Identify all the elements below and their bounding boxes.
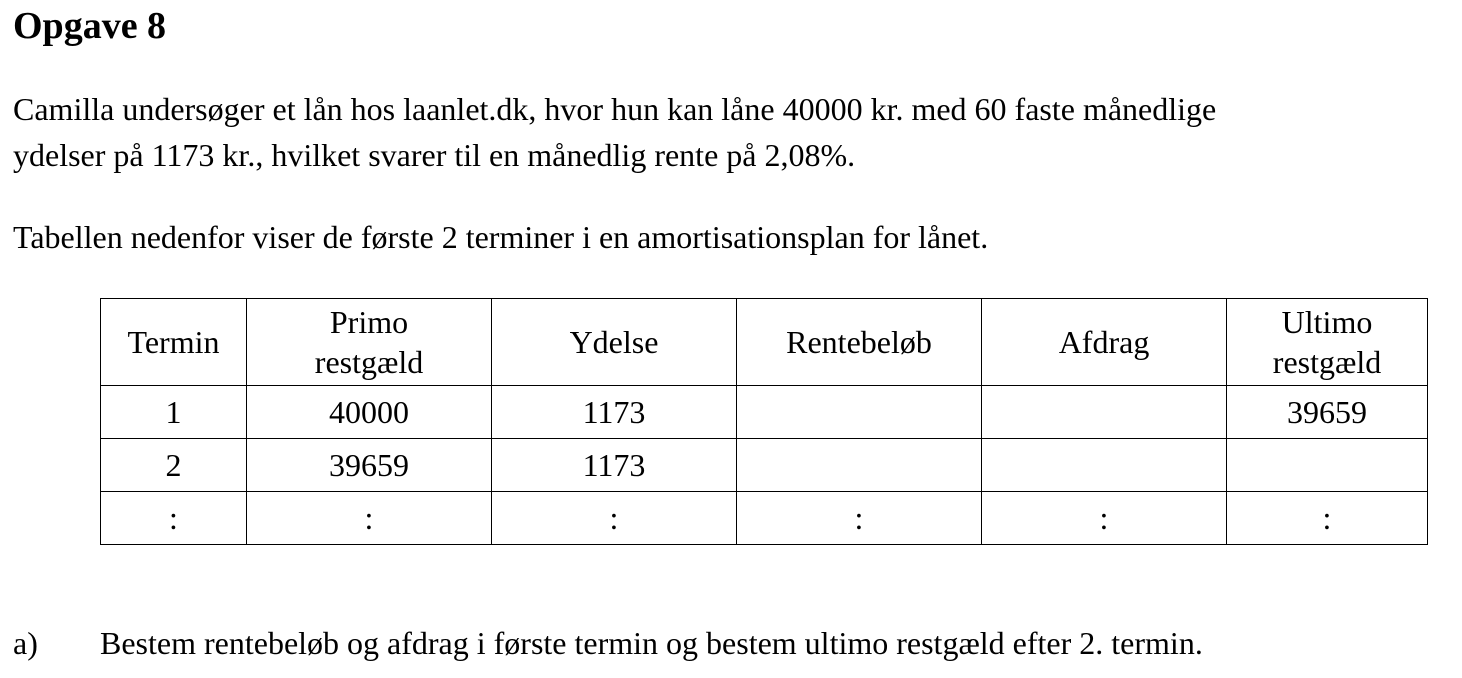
header-ultimo-line-1: Ultimo [1281,304,1373,340]
header-primo-line-2: restgæld [314,344,424,380]
cell-primo: 40000 [247,386,492,439]
table-row [101,439,1428,492]
table-row [101,386,1428,439]
cell-ydelse: 1173 [492,439,737,492]
cell-ydelse: : [492,492,737,545]
cell-ultimo [1227,439,1428,492]
task-title: Opgave 8 [13,5,167,47]
header-afdrag: Afdrag [982,299,1227,386]
cell-primo: : [247,492,492,545]
cell-ultimo: : [1227,492,1428,545]
cell-afdrag: : [982,492,1227,545]
cell-rentebelob [737,439,982,492]
question-label: a) [13,625,38,661]
cell-rentebelob: : [737,492,982,545]
table-intro-paragraph: Tabellen nedenfor viser de første 2 terminer i en amortisationsplan for lånet. [13,219,989,255]
cell-termin: : [101,492,247,545]
cell-primo: 39659 [247,439,492,492]
cell-ydelse: 1173 [492,386,737,439]
header-primo-restgaeld [247,299,492,386]
cell-termin: 1 [101,386,247,439]
question-a [13,620,1203,666]
header-termin: Termin [101,299,247,386]
question-text: Bestem rentebeløb og afdrag i første termin og bestem ultimo restgæld efter 2. termin. [100,625,1203,661]
cell-ultimo: 39659 [1227,386,1428,439]
cell-termin: 2 [101,439,247,492]
table-header-row [101,299,1428,386]
header-primo-line-1: Primo [329,304,409,340]
header-ultimo-restgaeld [1227,299,1428,386]
intro-line-2: ydelser på 1173 kr., hvilket svarer til en månedlig rente på 2,08%. [13,137,856,173]
header-ydelse: Ydelse [492,299,737,386]
intro-line-1: Camilla undersøger et lån hos laanlet.dk, hvor hun kan låne 40000 kr. med 60 faste månedlige [13,91,1217,127]
amortization-table [100,298,1428,545]
header-rentebelob: Rentebeløb [737,299,982,386]
cell-afdrag [982,439,1227,492]
intro-paragraph [13,86,1216,178]
cell-rentebelob [737,386,982,439]
table-row-continuation [101,492,1428,545]
header-ultimo-line-2: restgæld [1272,344,1382,380]
cell-afdrag [982,386,1227,439]
